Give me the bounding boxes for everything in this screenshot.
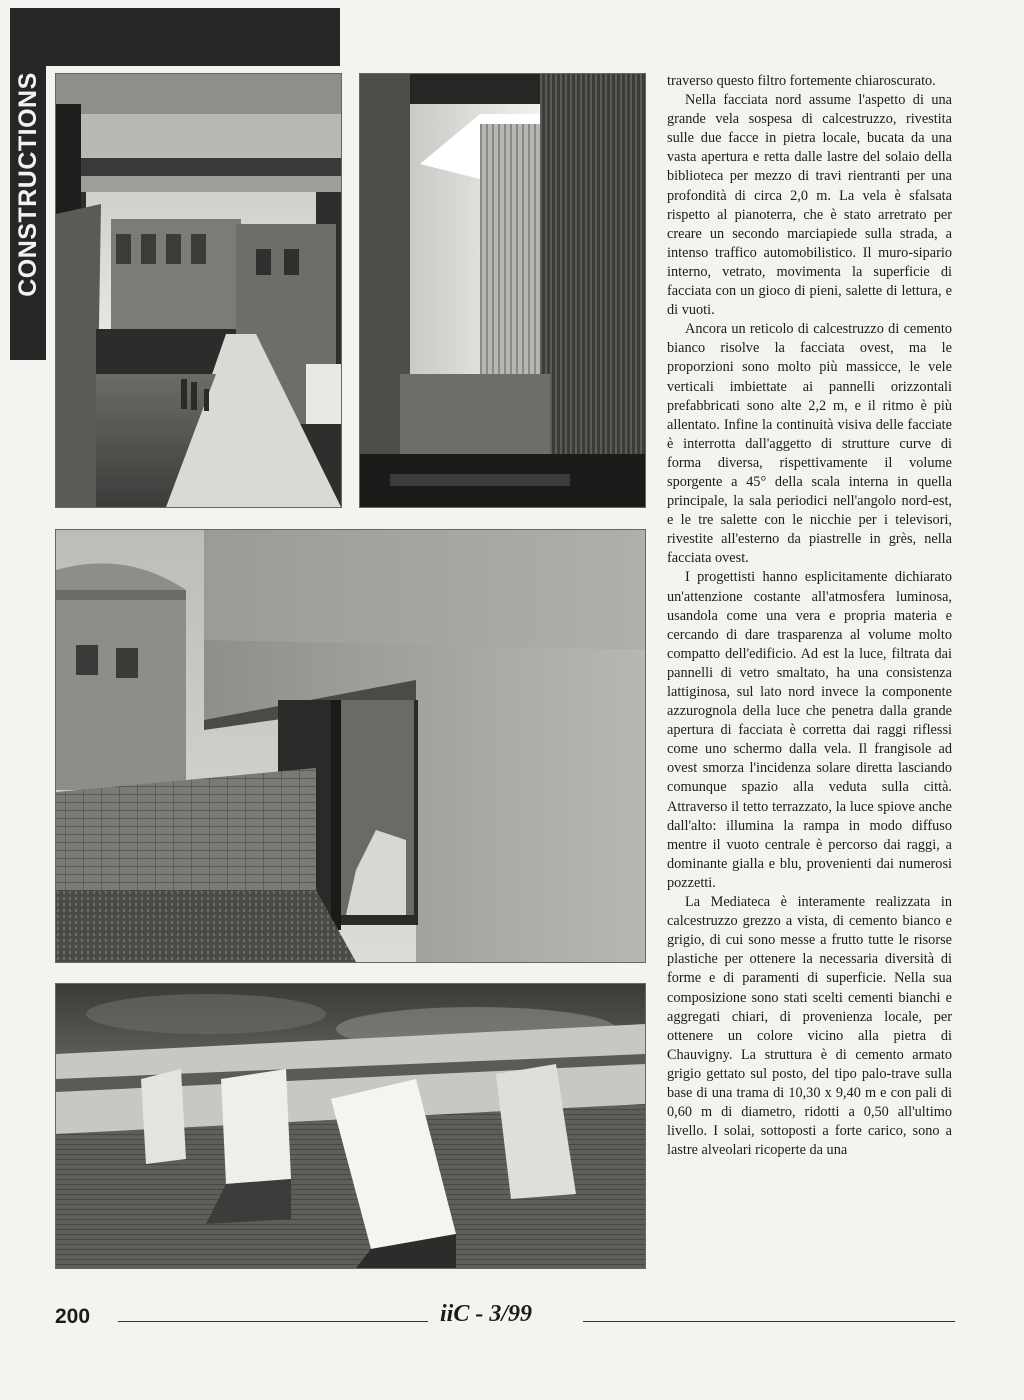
article-paragraph: La Mediateca è interamente realizzata in calcestruzzo grezzo a vista, di cemento bianco e grigio, di cui sono messe a frutto tutte le risorse plastiche per ottenere la necessaria diversità di forme e di paramenti di superficie. Nella sua composizione sono stati scelti cementi bianchi e aggregati chiari, di provenienza locale, per ottenere un colore vicino alla pietra di Chauvigny. La struttura è di cemento armato grigio gettato sul posto, del tipo palo-trave sulla base di una trama di 10,30 x 9,40 m e con pali di 0,60 m di diametro, ridotti a 0,50 all'ultimo livello. I solai, sottoposti a forte carico, sono a lastre alveolari ricoperte da una bbox=[667, 894, 952, 1159]
article-paragraph: traverso questo filtro fortemente chiaroscurato. bbox=[667, 73, 936, 89]
photo-courtyard-walkway-image bbox=[56, 74, 341, 507]
photo-courtyard-walkway bbox=[55, 73, 342, 508]
footer-rule bbox=[118, 1321, 428, 1322]
page-number: 200 bbox=[55, 1305, 91, 1328]
journal-issue: iiC - 3/99 bbox=[440, 1301, 533, 1327]
section-header-band bbox=[10, 8, 340, 66]
photo-roof-terrace-skylights-image bbox=[56, 984, 645, 1268]
photo-interior-slatted-wall bbox=[359, 73, 646, 508]
section-label-text: CONSTRUCTIONS bbox=[13, 71, 42, 297]
photo-glazed-stair-volume bbox=[55, 529, 646, 963]
section-label bbox=[10, 8, 46, 360]
article-paragraph: I progettisti hanno esplicitamente dichiarato un'attenzione costante all'atmosfera luminosa, usandola come una vera e propria materia e cercando di dare trasparenza al volume molto compatto dell'edificio. Ad est la luce, filtrata dai pannelli di vetro smaltato, ha una consistenza lattiginosa, sul lato nord invece la componente azzurognola della luce che penetra dalla grande apertura di facciata è corretta dai raggi riflessi come uno schermo dalla vela. Il frangisole ad ovest smorza l'incidenza solare diretta lasciando comunque spazio alla veduta sulla città. Attraverso il tetto terrazzato, la luce spiove anche dall'alto: illumina la rampa in modo diffuso mentre il vuoto centrale è percorso dai raggi, a dominante gialla e blu, provenienti dai numerosi pozzetti. bbox=[667, 569, 952, 891]
article-paragraph: Ancora un reticolo di calcestruzzo di cemento bianco risolve la facciata ovest, ma le proporzioni sono molto più massicce, le vele verticali imbiettate ai pannelli orizzontali prefabbricati sono alte 2,2 m, e il ritmo è più allentato. Infine la continuità visiva delle facciate è interrotta dall'aggetto di strutture curve di forma diversa, rispettivamente il volume sporgente a 45° della scala interna in quella principale, la sala periodici nell'angolo nord-est, e le tre salette con le nicchie per i televisori, rivestite all'esterno da piastrelle in grès, nella facciata ovest. bbox=[667, 321, 952, 567]
photo-glazed-stair-volume-image bbox=[56, 530, 645, 962]
photo-interior-slatted-wall-image bbox=[360, 74, 645, 507]
photo-roof-terrace-skylights bbox=[55, 983, 646, 1269]
article-body bbox=[667, 72, 952, 1160]
footer-rule bbox=[583, 1321, 955, 1322]
article-paragraph: Nella facciata nord assume l'aspetto di una grande vela sospesa di calcestruzzo, rivestita sulle due facce in pietra locale, bucata da una vasta apertura e retta dalle lastre del solaio della biblioteca per mezzo di travi rientranti per una profondità di circa 2,0 m. La vela è sfalsata rispetto al pianoterra, che è stato arretrato per creare un secondo marciapiede sulla strada, a intenso traffico automobilistico. Il muro-sipario interno, vetrato, movimenta la superficie di facciata con un gioco di pieni, salette di lettura, e di vuoti. bbox=[667, 92, 952, 319]
